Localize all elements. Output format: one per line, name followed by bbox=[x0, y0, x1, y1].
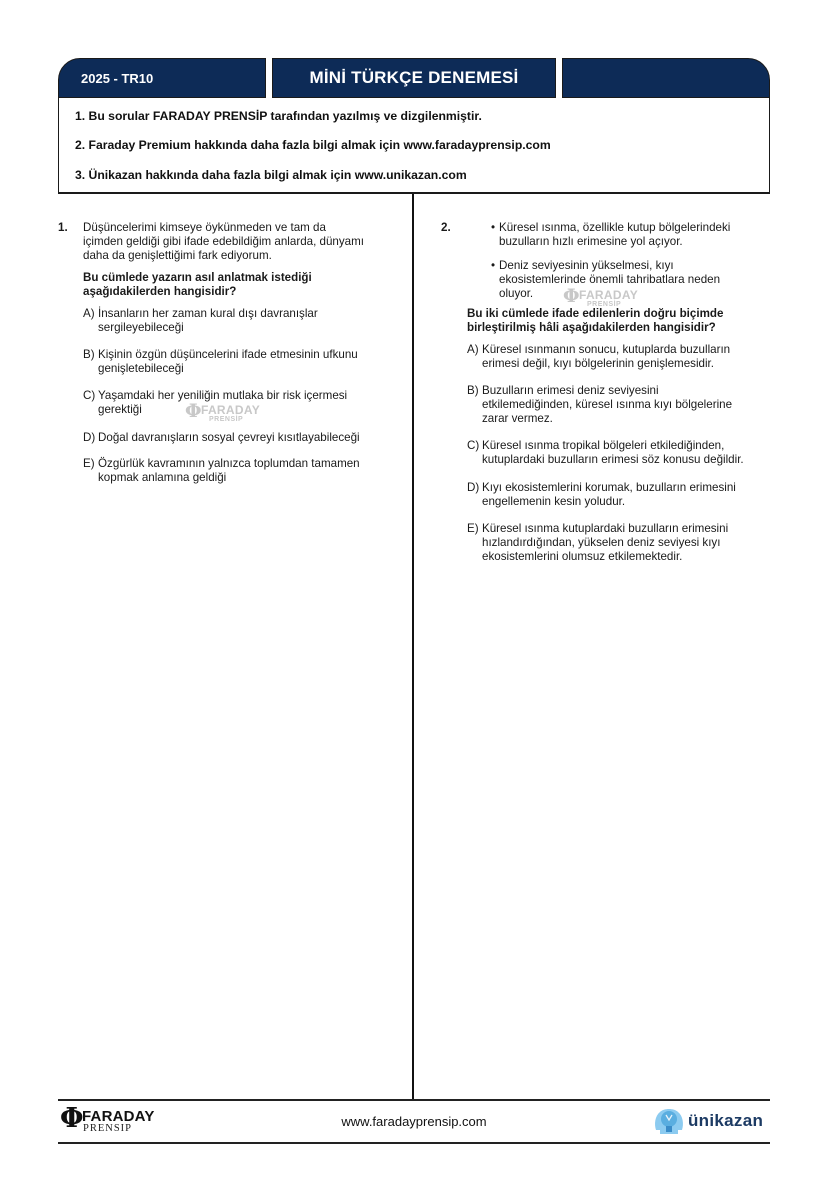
watermark-name: FARADAY bbox=[579, 288, 639, 302]
info-line-3: 3. Ünikazan hakkında daha fazla bilgi almak için www.unikazan.com bbox=[75, 168, 467, 182]
statement-1 bbox=[491, 221, 781, 249]
option-text: zarar vermez. bbox=[482, 412, 553, 425]
phi-icon: Φ bbox=[563, 285, 580, 307]
prompt-line: Bu iki cümlede ifade edilenlerin doğru biçimde bbox=[467, 307, 724, 320]
option-c[interactable] bbox=[467, 439, 787, 467]
option-e[interactable] bbox=[467, 522, 787, 564]
option-text: Özgürlük kavramının yalnızca toplumdan tamamen bbox=[98, 457, 360, 470]
option-b[interactable] bbox=[83, 348, 413, 376]
info-line-2: 2. Faraday Premium hakkında daha fazla bilgi almak için www.faradayprensip.com bbox=[75, 138, 551, 152]
option-label: D) bbox=[467, 481, 480, 494]
option-d[interactable] bbox=[467, 481, 787, 509]
info-box bbox=[58, 97, 770, 194]
option-text: Küresel ısınmanın sonucu, kutuplarda buzulların bbox=[482, 343, 731, 356]
option-label: E) bbox=[83, 457, 95, 470]
statement-text: oluyor. bbox=[499, 287, 534, 300]
option-text: etkilemediğinden, küresel ısınma kıyı bölgelerine bbox=[482, 398, 733, 411]
option-label: A) bbox=[83, 307, 95, 320]
option-text: Küresel ısınma tropikal bölgeleri etkilediğinden, bbox=[482, 439, 725, 452]
option-text: Doğal davranışların sosyal çevreyi kısıtlayabileceği bbox=[98, 431, 360, 444]
stem-line: daha da genişlettiğimi fark ediyorum. bbox=[83, 249, 272, 262]
option-text: hızlandırdığından, yükselen deniz seviyesi kıyı bbox=[482, 536, 721, 549]
option-text: Küresel ısınma kutuplardaki buzulların erimesini bbox=[482, 522, 729, 535]
option-text: erimesi değil, kıyı bölgelerinin genişlemesidir. bbox=[482, 357, 714, 370]
option-text: Buzulların erimesi deniz seviyesini bbox=[482, 384, 659, 397]
phi-icon: Φ bbox=[60, 1103, 84, 1134]
option-label: E) bbox=[467, 522, 479, 535]
option-d[interactable] bbox=[83, 431, 413, 445]
unikazan-name: ünikazan bbox=[688, 1111, 764, 1130]
header-blank-segment bbox=[562, 58, 770, 98]
option-text: engellemenin kesin yoludur. bbox=[482, 495, 626, 508]
option-b[interactable] bbox=[467, 384, 787, 426]
watermark-name: FARADAY bbox=[201, 403, 261, 417]
watermark-sub: PRENSİP bbox=[587, 301, 622, 308]
statement-text: Küresel ısınma, özellikle kutup bölgelerindeki bbox=[499, 221, 731, 234]
watermark-faraday bbox=[185, 400, 275, 426]
info-line-1: 1. Bu sorular FARADAY PRENSİP tarafından yazılmış ve dizgilenmiştir. bbox=[75, 109, 482, 123]
option-text: Kıyı ekosistemlerini korumak, buzulların erimesini bbox=[482, 481, 736, 494]
footer-url[interactable]: www.faradayprensip.com bbox=[341, 1114, 487, 1129]
option-text: genişletebileceği bbox=[98, 362, 184, 375]
watermark-sub: PRENSİP bbox=[209, 416, 244, 423]
logo-name: FARADAY bbox=[82, 1108, 155, 1125]
question-prompt bbox=[83, 271, 413, 299]
footer-rule-bottom bbox=[58, 1142, 770, 1144]
option-text: Yaşamdaki her yeniliğin mutlaka bir risk içermesi bbox=[98, 389, 348, 402]
option-label: C) bbox=[467, 439, 480, 452]
option-text: Kişinin özgün düşüncelerini ifade etmesinin ufkunu bbox=[98, 348, 358, 361]
option-label: D) bbox=[83, 431, 96, 444]
option-text: sergileyebileceği bbox=[98, 321, 184, 334]
statement-text: Deniz seviyesinin yükselmesi, kıyı bbox=[499, 259, 674, 272]
option-e[interactable] bbox=[83, 457, 413, 485]
footer-rule-top bbox=[58, 1099, 770, 1101]
option-a[interactable] bbox=[83, 307, 413, 335]
question-prompt bbox=[467, 307, 787, 335]
stem-line: içimden geldiği gibi ifade edebildiğim anlarda, dünyamı bbox=[83, 235, 364, 248]
unikazan-logo bbox=[652, 1106, 772, 1136]
exam-code: 2025 - TR10 bbox=[58, 58, 266, 98]
question-number: 1. bbox=[58, 221, 68, 234]
watermark-faraday bbox=[563, 285, 653, 311]
exam-header bbox=[58, 58, 770, 98]
prompt-line: aşağıdakilerden hangisidir? bbox=[83, 285, 237, 298]
statement-text: ekosistemlerinde önemli tahribatlara neden bbox=[499, 273, 721, 286]
question-number: 2. bbox=[441, 221, 451, 234]
logo-sub: PRENSIP bbox=[83, 1123, 133, 1134]
option-label: A) bbox=[467, 343, 479, 356]
option-text: kutuplardaki buzulların erimesi söz konusu değildir. bbox=[482, 453, 744, 466]
stem-line: Düşüncelerimi kimseye öykünmeden ve tam da bbox=[83, 221, 326, 234]
bullet-icon: • bbox=[491, 259, 496, 272]
option-a[interactable] bbox=[467, 343, 787, 371]
option-text: gerektiği bbox=[98, 403, 142, 416]
prompt-line: Bu cümlede yazarın asıl anlatmak istediği bbox=[83, 271, 312, 284]
exam-title: MİNİ TÜRKÇE DENEMESİ bbox=[272, 58, 556, 98]
bullet-icon: • bbox=[491, 221, 496, 234]
lightbulb-head-icon bbox=[652, 1106, 686, 1136]
question-stem bbox=[83, 221, 413, 263]
statement-text: buzulların hızlı erimesine yol açıyor. bbox=[499, 235, 683, 248]
option-text: kopmak anlamına geldiği bbox=[98, 471, 227, 484]
option-text: ekosistemlerini olumsuz etkilemektedir. bbox=[482, 550, 683, 563]
option-text: İnsanların her zaman kural dışı davranışlar bbox=[98, 307, 318, 320]
phi-icon: Φ bbox=[185, 400, 202, 422]
option-label: B) bbox=[83, 348, 95, 361]
option-label: C) bbox=[83, 389, 96, 402]
prompt-line: birleştirilmiş hâli aşağıdakilerden hangisidir? bbox=[467, 321, 716, 334]
option-label: B) bbox=[467, 384, 479, 397]
